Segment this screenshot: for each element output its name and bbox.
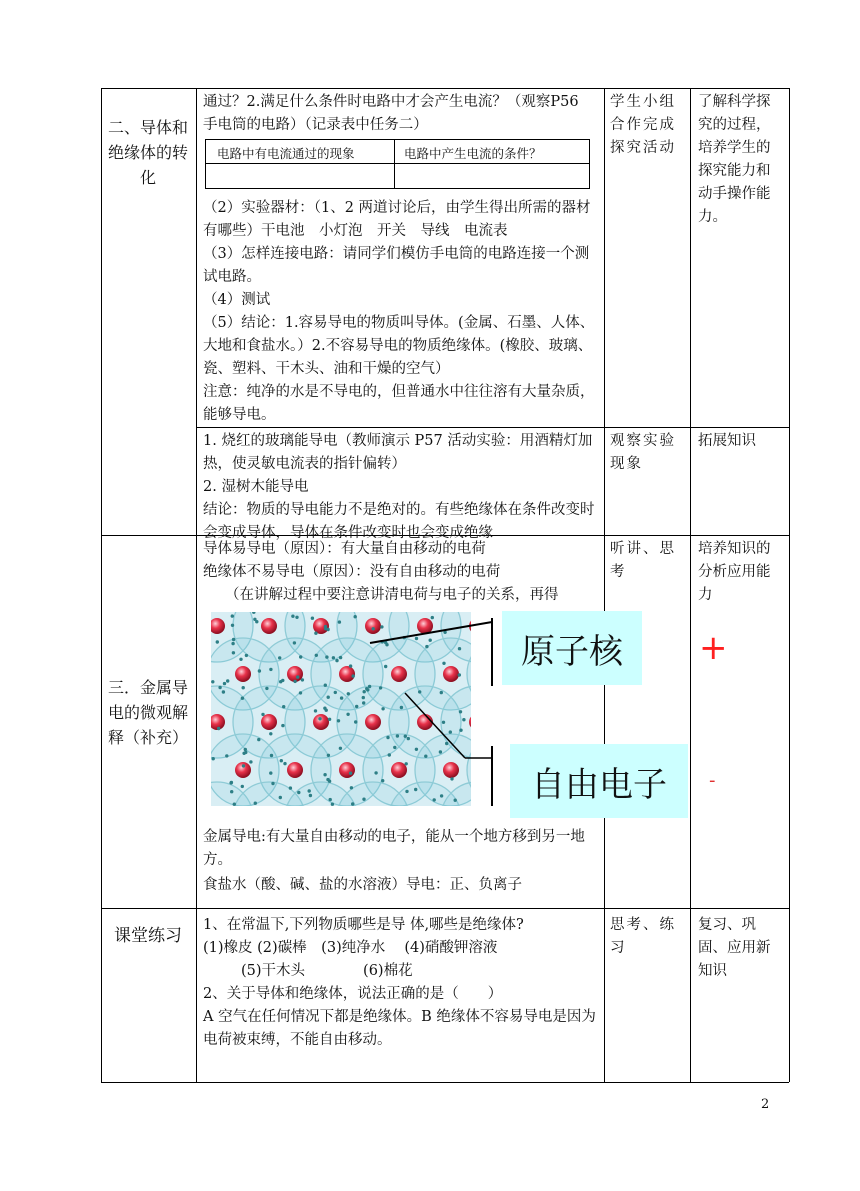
row3-student: 听讲、思考 bbox=[610, 541, 676, 580]
row2-purpose: 拓展知识 bbox=[698, 433, 756, 449]
free-electron-label: 自由电子 bbox=[510, 744, 688, 818]
minus-sign: - bbox=[709, 770, 716, 791]
row1-line-1: （2）实验器材：（1、2 两道讨论后，由学生得出所需的器材有哪些）干电池 小灯泡 开关 导线 电流表 bbox=[203, 200, 591, 239]
row1-line-2: （3）怎样连接电路：请同学们模仿手电筒的电路连接一个测试电路。 bbox=[203, 246, 590, 285]
subtable-col2-header: 电路中产生电流的条件？ bbox=[404, 146, 542, 161]
page-number: 2 bbox=[761, 1097, 770, 1112]
row4-line-1: (1)橡皮 (2)碳棒 (3)纯净水 (4)硝酸钾溶液 bbox=[203, 940, 498, 956]
plus-sign: + bbox=[699, 628, 728, 668]
row2-student: 观察实验现象 bbox=[610, 433, 676, 472]
row3-line-2: （在讲解过程中要注意讲清电荷与电子的关系，再得 bbox=[225, 587, 559, 603]
row2-line-2: 结论：物质的导电能力不是绝对的。有些绝缘体在条件改变时会变成导体，导体在条件改变时也会变成绝缘 bbox=[203, 502, 595, 541]
row2-line-0: 1. 烧红的玻璃能导电（教师演示 P57 活动实验：用酒精灯加热，使灵敏电流表的指针偏转） bbox=[203, 433, 593, 472]
row1-line-0: 通过？2.满足什么条件时电路中才会产生电流？（观察P56 手电筒的电路）（记录表中任务二） bbox=[203, 94, 579, 133]
section-title-conductor: 二、导体和绝缘体的转化 bbox=[107, 118, 188, 187]
subtable-col1-header: 电路中有电流通过的现象 bbox=[217, 146, 355, 161]
row3-content-bottom bbox=[203, 826, 596, 897]
section-title-practice: 课堂练习 bbox=[114, 926, 182, 946]
row3-line-1: 绝缘体不易导电（原因）：没有自由移动的电荷 bbox=[203, 564, 501, 580]
row1-line-3: （4）测试 bbox=[203, 292, 271, 308]
row1-purpose: 了解科学探究的过程，培养学生的探究能力和动手操作能力。 bbox=[698, 94, 771, 225]
row1-line-4: （5）结论：1.容易导电的物质叫导体。(金属、石墨、人体、大地和食盐水。）2.不容易导电的物质绝缘体。(橡胶、玻璃、瓷、塑料、干木头、油和干燥的空气） bbox=[203, 315, 595, 377]
row3-line-4: 食盐水（酸、碱、盐的水溶液）导电：正、负离子 bbox=[203, 877, 522, 893]
row4-student: 思考、练习 bbox=[610, 917, 676, 956]
row3-purpose: 培养知识的分析应用能力 bbox=[698, 541, 771, 603]
nucleus-label: 原子核 bbox=[502, 611, 642, 685]
row1-student: 学生小组合作完成探究活动 bbox=[610, 94, 676, 156]
section-title-metal: 三．金属导电的微观解释（补充） bbox=[107, 678, 188, 747]
row4-line-4: A 空气在任何情况下都是绝缘体。B 绝缘体不容易导电是因为电荷被束缚，不能自由移动。 bbox=[203, 1009, 596, 1048]
row4-content bbox=[203, 914, 596, 1052]
row2-line-1: 2. 湿树木能导电 bbox=[203, 479, 309, 495]
row1-line-5: 注意：纯净的水是不导电的，但普通水中往往溶有大量杂质，能够导电。 bbox=[203, 384, 595, 423]
row4-line-3: 2、关于导体和绝缘体，说法正确的是（ ） bbox=[203, 986, 503, 1002]
row3-line-3: 金属导电:有大量自由移动的电子，能从一个地方移到另一地方。 bbox=[203, 829, 585, 868]
row4-line-2: (5)干木头 (6)棉花 bbox=[241, 963, 413, 979]
row3-line-0: 导体易导电（原因）：有大量自由移动的电荷 bbox=[203, 541, 486, 557]
row4-line-0: 1、在常温下,下列物质哪些是导 体,哪些是绝缘体? bbox=[203, 917, 524, 933]
row4-purpose: 复习、巩固、应用新知识 bbox=[698, 917, 771, 979]
